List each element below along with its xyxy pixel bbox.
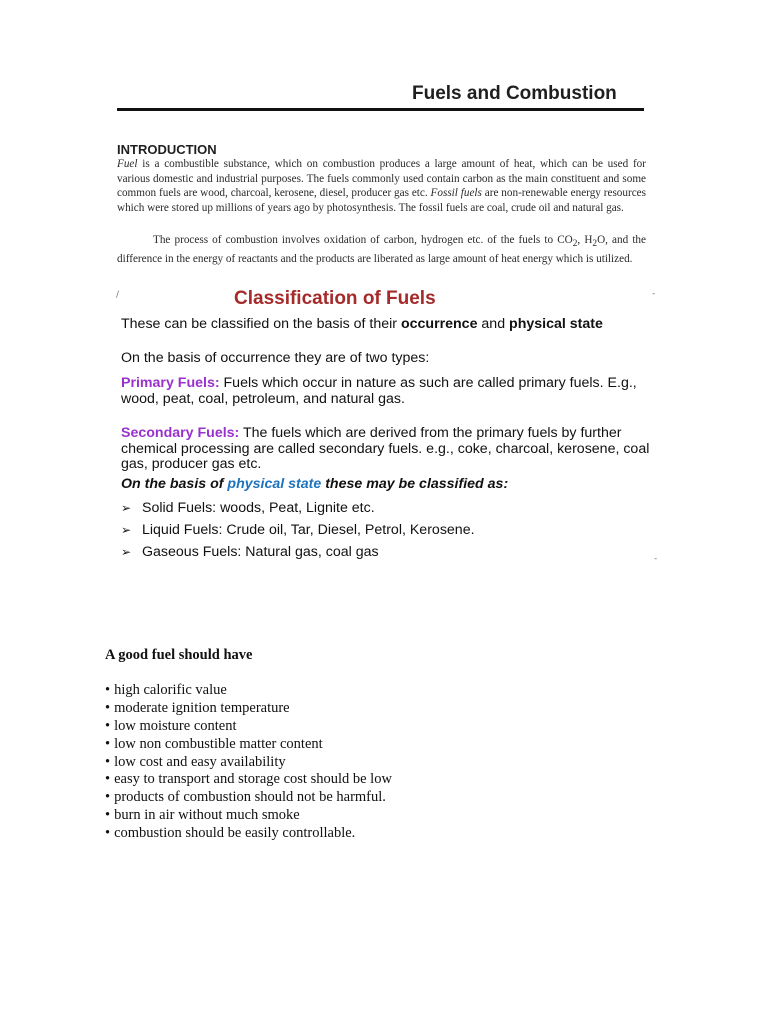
primary-fuels-definition	[121, 376, 661, 407]
list-item	[121, 499, 475, 521]
subscript: 2	[592, 239, 598, 250]
list-item-text: Gaseous Fuels: Natural gas, coal gas	[142, 544, 379, 560]
arrow-bullet-icon: ➢	[121, 501, 132, 515]
bullet-dot-icon: •	[105, 682, 111, 698]
bullet-dot-icon: •	[105, 699, 111, 716]
list-item-text: low moisture content	[114, 717, 237, 734]
document-title: Fuels and Combustion	[412, 83, 617, 104]
list-item	[105, 807, 392, 825]
list-item	[105, 771, 392, 789]
list-item-text: burn in air without much smoke	[114, 807, 300, 824]
primary-fuels-label: Primary Fuels:	[121, 375, 220, 391]
bullet-dot-icon: •	[105, 753, 111, 770]
list-item-text: products of combustion should not be harmful.	[114, 789, 386, 806]
paragraph-text: are non-renewable energy resources which were stored up millions of years ago by photosynthesis. The fossil fuels are coal, crude oil and natural gas.	[117, 187, 646, 214]
secondary-fuels-label: Secondary Fuels:	[121, 425, 240, 441]
bullet-dot-icon: •	[105, 807, 111, 824]
physical-state-list	[121, 499, 475, 565]
list-item-text: high calorific value	[114, 682, 227, 698]
list-item	[105, 736, 392, 754]
classification-title: Classification of Fuels	[234, 288, 436, 309]
list-item-text: Solid Fuels: woods, Peat, Lignite etc.	[142, 500, 375, 516]
good-fuel-list	[105, 682, 392, 843]
list-item-text: easy to transport and storage cost should be low	[114, 771, 392, 788]
arrow-bullet-icon: ➢	[121, 523, 132, 537]
term-fossil-fuels: Fossil fuels	[430, 187, 482, 199]
subscript: 2	[572, 239, 578, 250]
secondary-fuels-text: The fuels which are derived from the primary fuels by further chemical processing are called secondary fuels. e.g., coke, charcoal, kerosene, coal gas, producer gas etc.	[121, 425, 650, 472]
list-item	[121, 543, 475, 565]
list-item-text: low non combustible matter content	[114, 735, 323, 752]
list-item-text: low cost and easy availability	[114, 753, 286, 770]
list-item	[105, 718, 392, 736]
bullet-dot-icon: •	[105, 825, 111, 842]
occurrence-term: occurrence	[400, 316, 478, 332]
occurrence-line: On the basis of occurrence they are of two types:	[121, 350, 430, 366]
good-fuel-heading: A good fuel should have	[105, 647, 253, 663]
bullet-dot-icon: •	[105, 771, 111, 788]
physical-state-highlight: physical state	[227, 476, 322, 492]
secondary-fuels-definition	[121, 426, 661, 473]
term-fuel: Fuel	[117, 158, 138, 170]
list-item	[105, 754, 392, 772]
slide-corner-mark: -	[652, 289, 656, 299]
list-item-text: Liquid Fuels: Crude oil, Tar, Diesel, Petrol, Kerosene.	[142, 522, 475, 538]
paragraph-text: O, and the difference in the energy of reactants and the products are liberated as large amount of heat energy which is utilized.	[117, 234, 646, 265]
introduction-heading: INTRODUCTION	[117, 142, 217, 157]
classification-intro	[121, 317, 661, 333]
paragraph-text: , H	[577, 234, 593, 246]
bullet-dot-icon: •	[105, 735, 111, 752]
title-divider	[117, 108, 644, 111]
primary-fuels-text: Fuels which occur in nature as such are called primary fuels. E.g., wood, peat, coal, petroleum, and natural gas.	[121, 375, 637, 407]
physical-state-line	[121, 477, 661, 493]
list-item-text: combustion should be easily controllable.	[114, 825, 356, 842]
paragraph-text: The process of combustion involves oxidation of carbon, hydrogen etc. of the fuels to CO	[153, 234, 573, 246]
slide-corner-mark: /	[116, 290, 120, 300]
intro-text: and	[477, 316, 510, 332]
bullet-dot-icon: •	[105, 789, 111, 806]
list-item	[105, 789, 392, 807]
list-item	[121, 521, 475, 543]
slide-corner-mark: -	[654, 554, 658, 564]
list-item	[105, 700, 392, 718]
list-item-text: moderate ignition temperature	[114, 699, 290, 716]
physical-state-term: physical state	[509, 316, 603, 332]
bullet-dot-icon: •	[105, 717, 111, 734]
introduction-paragraph-2	[117, 233, 646, 266]
list-item	[105, 825, 392, 843]
list-item	[105, 682, 392, 700]
intro-text: These can be classified on the basis of their	[121, 316, 401, 332]
physical-state-text: On the basis of	[121, 476, 228, 492]
arrow-bullet-icon: ➢	[121, 545, 132, 559]
paragraph-text: is a combustible substance, which on combustion produces a large amount of heat, which can be used for various domestic and industrial purposes. The fuels commonly used contain carbon as the main constituent and some common fuels are wood, charcoal, kerosene, diesel, producer gas etc.	[117, 158, 646, 199]
physical-state-text: these may be classified as:	[321, 476, 509, 492]
introduction-paragraph-1	[117, 157, 646, 215]
